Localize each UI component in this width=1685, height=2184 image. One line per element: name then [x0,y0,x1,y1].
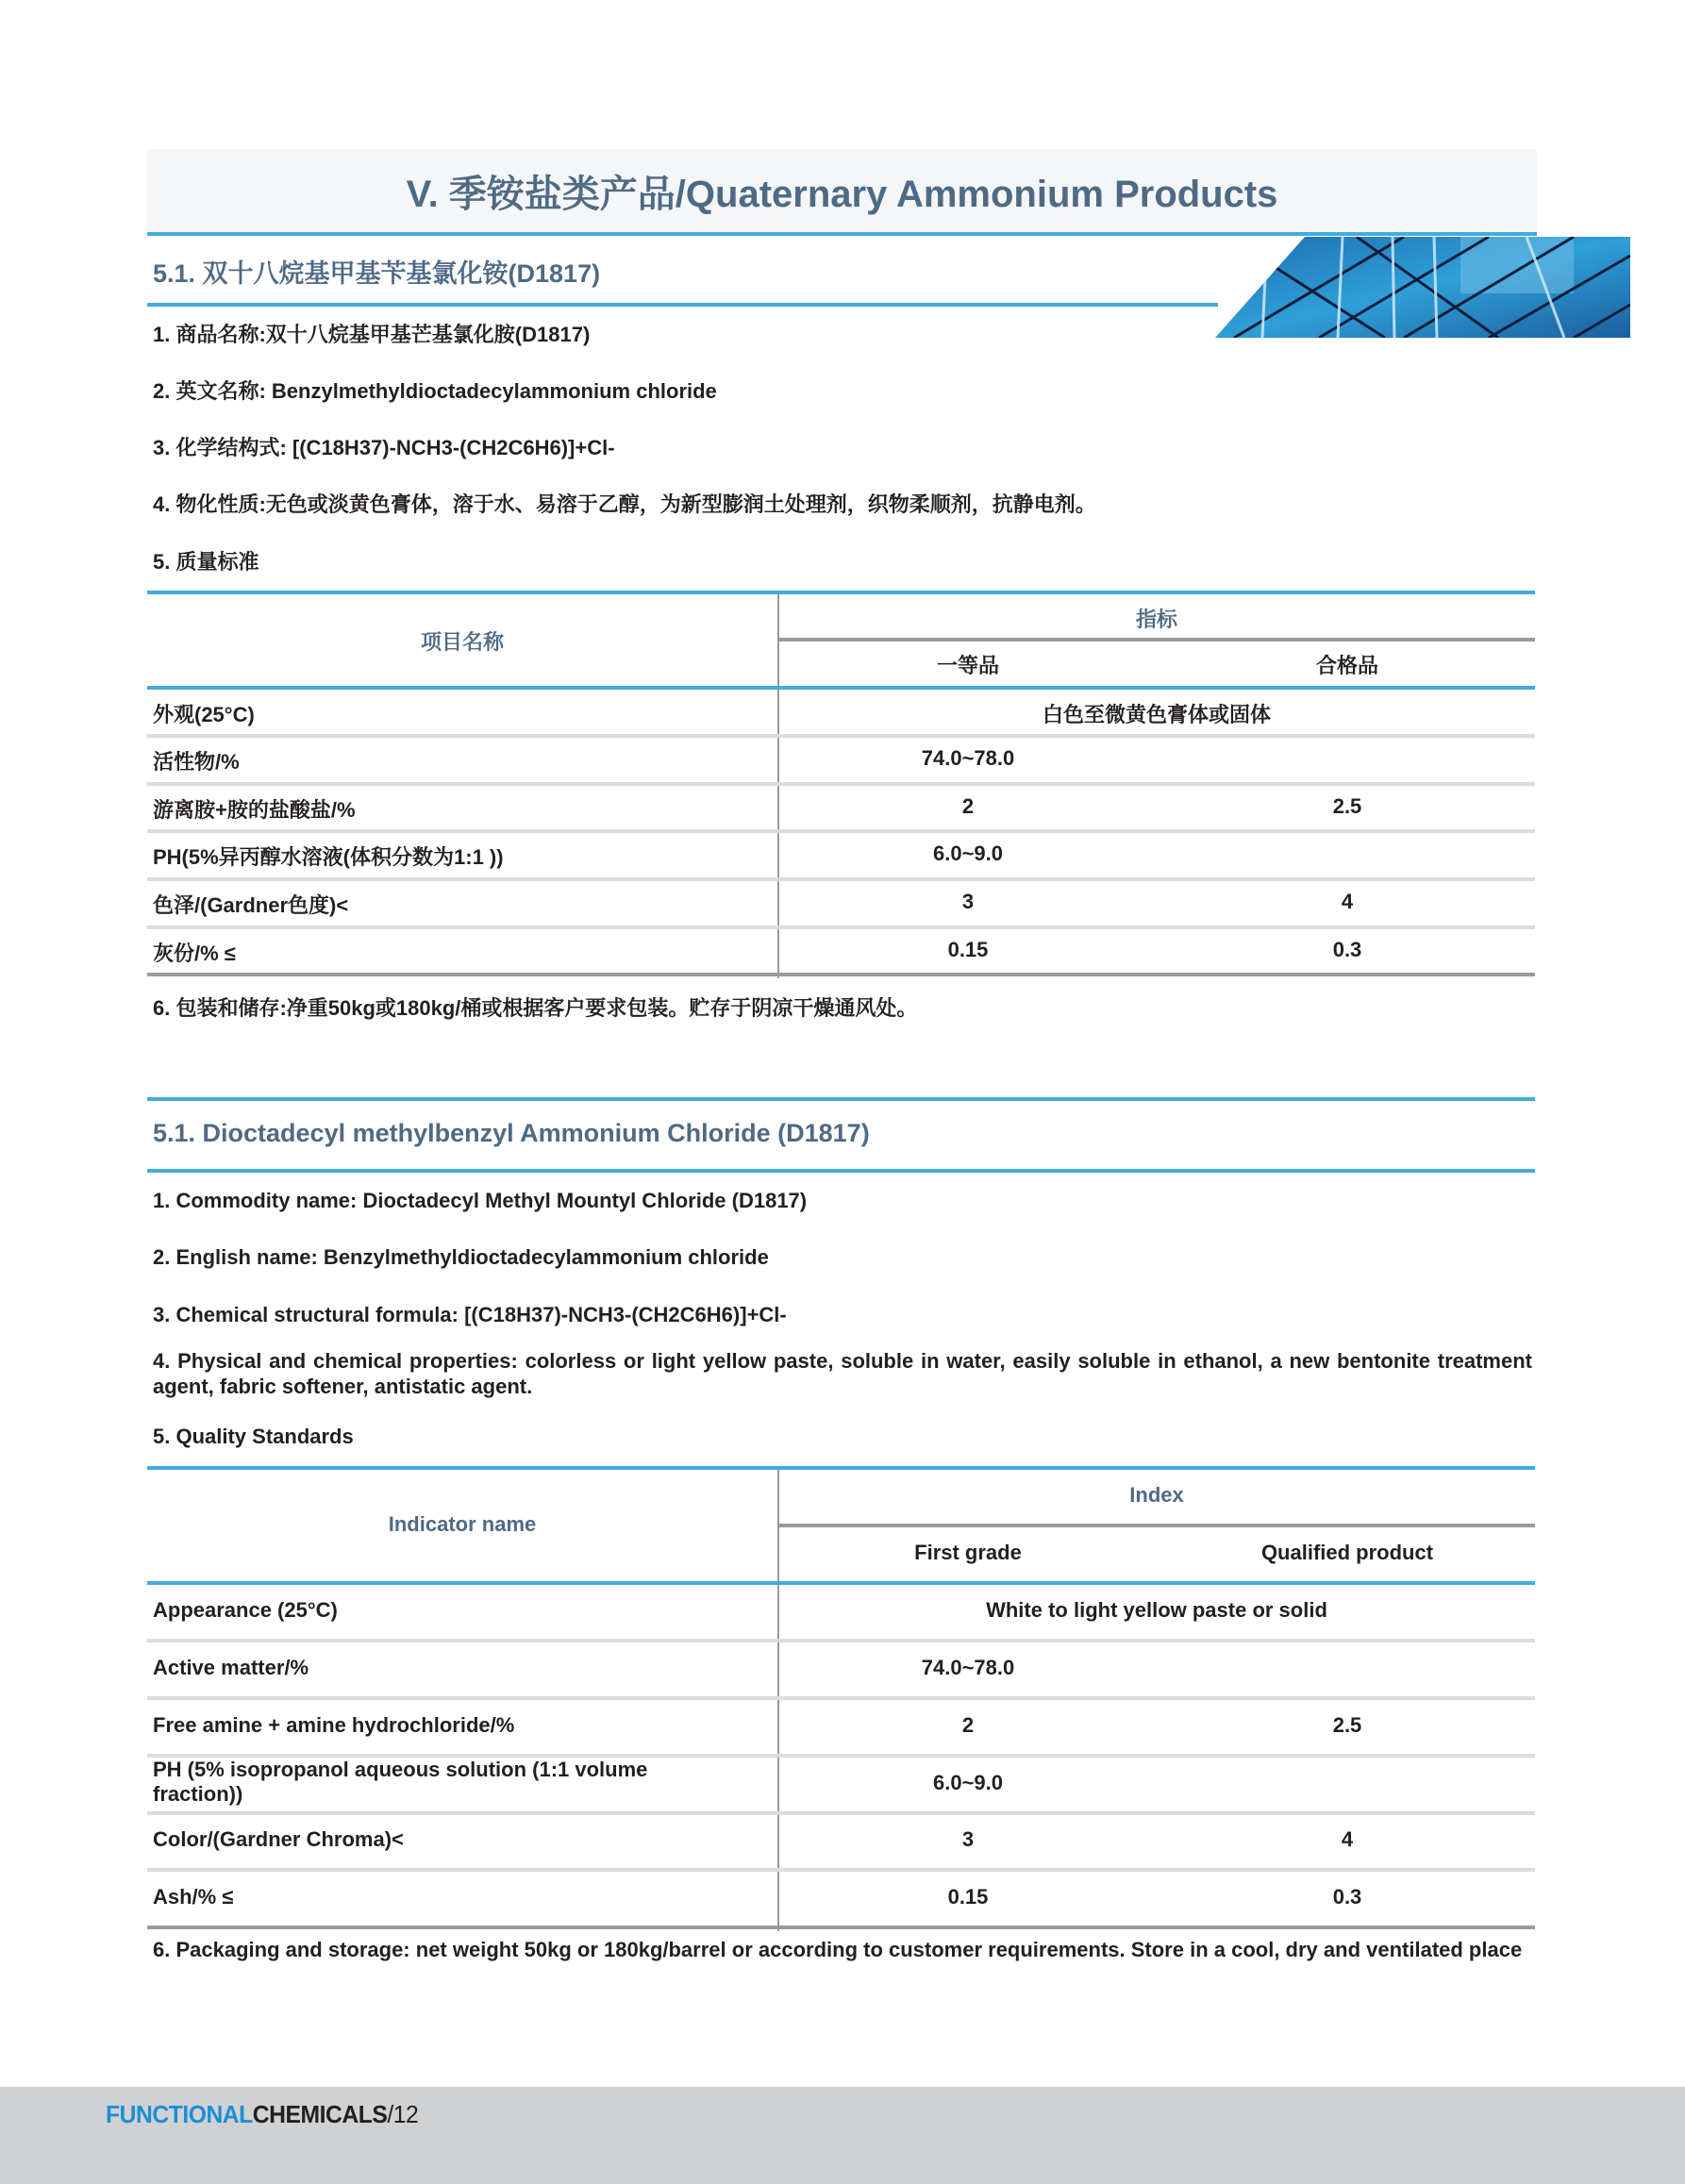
table-row-first: 74.0~78.0 [921,746,1015,770]
section-heading-cn: 5.1. 双十八烷基甲基苄基氯化铵(D1817) [153,259,601,288]
table-row-name: PH(5%异丙醇水溶液(体积分数为1:1 )) [153,845,504,869]
column-divider [777,1470,779,1931]
table-row-name: Appearance (25°C) [153,1598,338,1622]
section-heading-en: 5.1. Dioctadecyl methylbenzyl Ammonium Chloride (D1817) [153,1119,870,1147]
table-row-name: 外观(25°C) [153,703,255,726]
header-first-grade: First grade [914,1541,1022,1564]
table-row-first: 3 [961,890,975,913]
table-top-border [147,591,1535,594]
table-row-name: Active matter/% [153,1656,309,1679]
footer-brand-chemicals: CHEMICALS [252,2100,388,2128]
table-row-qualified: 0.3 [1332,938,1362,961]
row-divider [147,1868,1535,1872]
header-index: Index [1129,1483,1184,1507]
header-indicator-name: Indicator name [388,1512,537,1536]
page-number: 12 [392,2100,419,2128]
table-row-name: PH (5% isopropanol aqueous solution (1:1 volume fraction)) [153,1758,648,1806]
cn-quality-table [147,591,1535,978]
table-row-name: 活性物/% [153,750,240,774]
table-row-name: Ash/% ≤ [153,1885,234,1909]
table-row-qualified: 4 [1341,1827,1354,1851]
row-divider [147,734,1535,738]
section-divider-en [147,1169,1535,1173]
cn-item-commodity-name: 1. 商品名称:双十八烷基甲基芒基氯化胺(D1817) [153,323,591,346]
table-row-name: 灰份/% ≤ [153,942,236,965]
table-row-first: 0.15 [947,1885,989,1909]
header-first-grade: 一等品 [936,654,1000,677]
table-row-value-merged: 白色至微黄色膏体或固体 [1042,703,1272,726]
table-row-name: 游离胺+胺的盐酸盐/% [153,798,356,822]
page-title: V. 季铵盐类产品/Quaternary Ammonium Products [406,173,1278,215]
table-top-border [147,1466,1535,1470]
title-underline [147,232,1537,236]
row-divider [147,877,1535,881]
table-row-name: Color/(Gardner Chroma)< [153,1827,404,1851]
footer-brand [106,2100,418,2129]
header-index: 指标 [1135,608,1178,631]
header-qualified: 合格品 [1315,654,1379,677]
table-row-qualified: 2.5 [1332,1713,1362,1737]
cn-item-english-name: 2. 英文名称: Benzylmethyldioctadecylammonium chloride [153,379,717,403]
header-split-line [779,1524,1535,1527]
en-item-packaging: 6. Packaging and storage: net weight 50kg or 180kg/barrel or according to customer requirements. Store in a cool, dry and ventilated place [153,1938,1523,1961]
cn-item-packaging: 6. 包装和储存:净重50kg或180kg/桶或根据客户要求包装。贮存于阴凉干燥通风处。 [153,996,918,1020]
en-item-quality-standards: 5. Quality Standards [153,1425,354,1448]
header-bottom-border [147,686,1535,690]
table-row-first: 6.0~9.0 [932,842,1004,865]
row-divider [147,1811,1535,1815]
en-quality-table [147,1466,1535,1931]
table-row-qualified: 0.3 [1332,1885,1362,1909]
row-divider [147,782,1535,786]
footer-brand-functional: FUNCTIONAL [106,2100,253,2128]
footer-separator: / [387,2100,393,2128]
row-divider [147,1696,1535,1700]
column-divider [777,594,779,978]
page-title-banner [147,149,1537,232]
header-qualified-product: Qualified product [1260,1541,1434,1564]
table-row-first: 2 [961,794,975,818]
table-bottom-border [147,973,1535,976]
header-bottom-border [147,1581,1535,1585]
table-row-name: Free amine + amine hydrochloride/% [153,1713,515,1737]
table-row-first: 3 [961,1827,975,1851]
table-row-value-merged: White to light yellow paste or solid [986,1598,1327,1622]
cn-item-quality-standard: 5. 质量标准 [153,550,259,574]
en-item-formula: 3. Chemical structural formula: [(C18H37)-NCH3-(CH2C6H6)]+Cl- [153,1303,787,1326]
cn-item-properties: 4. 物化性质:无色或淡黄色膏体，溶于水、易溶于乙醇，为新型膨润土处理剂，织物柔顺剂，抗静电剂。 [153,492,1096,516]
table-row-qualified: 2.5 [1332,794,1362,818]
table-row-qualified: 4 [1341,890,1354,913]
header-split-line [779,638,1535,642]
row-divider [147,829,1535,833]
table-row-first: 2 [961,1713,975,1737]
table-row-first: 6.0~9.0 [932,1771,1004,1794]
section-divider-cn [147,303,1218,307]
section-divider-en-top [147,1097,1535,1101]
table-row-first: 0.15 [947,938,989,961]
en-item-commodity-name: 1. Commodity name: Dioctadecyl Methyl Mountyl Chloride (D1817) [153,1189,808,1212]
table-row-first: 74.0~78.0 [921,1656,1015,1679]
en-item-properties: 4. Physical and chemical properties: colorless or light yellow paste, soluble in water, easily soluble in ethanol, a new bentonite treatment agent, fabric softener, antistatic agent. [153,1349,1532,1398]
cn-item-formula: 3. 化学结构式: [(C18H37)-NCH3-(CH2C6H6)]+Cl- [153,436,615,459]
row-divider [147,925,1535,929]
header-item-name: 项目名称 [420,630,505,654]
row-divider [147,1639,1535,1642]
page-footer [0,2087,1685,2184]
table-row-name: 色泽/(Gardner色度)< [153,893,349,917]
en-item-english-name: 2. English name: Benzylmethyldioctadecylammonium chloride [153,1245,769,1269]
table-bottom-border [147,1926,1535,1929]
